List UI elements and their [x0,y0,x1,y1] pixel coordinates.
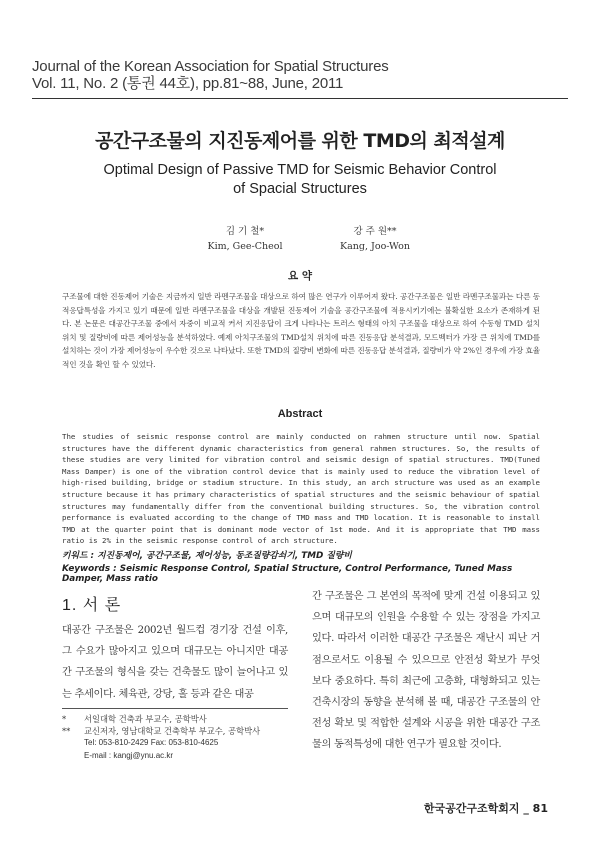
keywords-en-label: Keywords : [62,564,117,574]
keywords-ko-label: 키워드 : [62,551,95,561]
issue-info: Vol. 11, No. 2 (통권 44호), pp.81~88, June, 2011 [32,75,344,92]
journal-name: Journal of the Korean Association for Spatial Structures [32,58,389,75]
page-footer: 한국공간구조학회지 _ 81 [423,802,548,815]
author-2-name-ko: 강 주 원** [353,226,397,237]
author-1-name-en: Kim, Gee-Cheol [207,241,283,252]
keywords-en [62,564,540,584]
footnote-1 [62,713,260,725]
keywords-ko-text: 지진동제어, 공간구조물, 제어성능, 동조질량감쇠기, TMD 질량비 [97,551,352,561]
footnote-1-mark: * [62,714,67,724]
footnote-1-text: 서일대학 건축과 부교수, 공학박사 [84,714,207,724]
korean-title: 공간구조물의 지진동제어를 위한 TMD의 최적설계 [95,130,505,152]
header-rule [32,98,568,99]
section-1-title: 1. 서 론 [62,597,122,614]
author-2-name-en: Kang, Joo-Won [340,241,410,252]
english-title-line2: of Spacial Structures [233,181,367,197]
footnotes [62,713,260,762]
body-left-column: 대공간 구조물은 2002년 월드컵 경기장 건설 이후, 그 수요가 많아지고 있으며 대규모는 아니지만 대공간 구조물의 형식을 갖는 건축물도 많이 늘어나고 있는 추세이다. 체육관, 강당, 홀 등과 같은 대공 [62,625,288,700]
body-right-column: 간 구조물은 그 본연의 목적에 맞게 건설 이용되고 있으며 대규모의 인원을 수용할 수 있는 장점을 가지고 있다. 따라서 이러한 대공간 구조물은 재난시 피난 거점으로서도 이용될 수 있으므로 안전성 확보가 무엇 보다 중요하다. 특히 최근에 고층화, 대형화되고 있는 건축시장의 동향을 분석해 볼 때, 대공간 구조물의 안전성 확보 및 적합한 설계와 시공을 위한 대공간 구조물의 동적특성에 대한 연구가 필요할 것이다. [312,591,540,751]
abstract-en: The studies of seismic response control are mainly conducted on rahmen structure until now. Spatial structures have the different dynamic characteristics from general rahmen structures. So, the results of these studies are very limited for vibration control and seismic design of spatial structures. TMD(Tuned Mass Damper) is one of the vibration control device that is mainly used to reduce the vibration level of high-rised building, bridge or stadium structure. In this study, an arch structure was used as an example structure because it has primary characteristics of spatial structures and the seismic behaviour of spatial structures may fundamentally differ from the conventional building structures. So, the vibration control performance is evaluated according to the change of TMD mass and TMD location. It is reasonable to install TMD at the quarter point that is dominant mode vector of 1st mode. And it is appropriate that TMD mass ratio is 2% in the seismic response control of arch structure. [62,432,540,546]
keywords-en-text: Seismic Response Control, Spatial Structure, Control Performance, Tuned Mass Damper, Mass ratio [62,564,513,584]
author-2 [320,224,430,254]
footnote-rule [62,708,288,709]
keywords-ko [62,548,540,561]
author-1-name-ko: 김 기 철* [225,226,265,237]
footnote-2-mark: ** [62,726,71,737]
abstract-ko: 구조물에 대한 진동제어 기술은 지금까지 일반 라멘구조물을 대상으로 하여 많은 연구가 이루어져 왔다. 공간구조물은 일반 라멘구조물과는 다른 동적응답특성을 가지고 있기 때문에 일반 라멘구조물을 대상을 개발된 진동제어 기술을 공간구조물에 적용시키기에는 불확실한 요소가 존재하게 된다. 본 논문은 대공간구조물 중에서 자중이 비교적 커서 지진응답이 크게 나타나는 트러스 형태의 아치 구조물을 대상으로 하여 수동형 TMD 설치 위치 및 질량비에 따른 제어성능을 분석하였다. 예제 아치구조물의 TMD설치 위치에 따른 진동응답 분석결과, 모드벡터가 가장 큰 위치에 TMD를 설치하는 것이 가장 제어성능이 우수한 것으로 나타났다. 또한 TMD의 질량비 변화에 따른 진동응답 분석결과, 질량비가 약 2%인 경우에 가장 효율적인 것을 확인 할 수 있었다. [62,292,540,369]
author-1 [190,224,300,254]
footnote-2-text: 교신저자, 영남대학교 건축학부 부교수, 공학박사 [84,726,261,737]
footnote-2-email: E-mail : kangj@ynu.ac.kr [84,750,174,760]
english-title-line1: Optimal Design of Passive TMD for Seismic Behavior Control [103,162,497,178]
abstract-ko-heading: 요 약 [288,270,312,282]
journal-header [32,58,389,92]
footnote-2-tel: Tel: 053-810-2429 Fax: 053-810-4625 [84,738,219,748]
abstract-en-heading: Abstract [277,408,323,420]
footnote-2 [62,725,260,737]
english-title [60,161,540,199]
